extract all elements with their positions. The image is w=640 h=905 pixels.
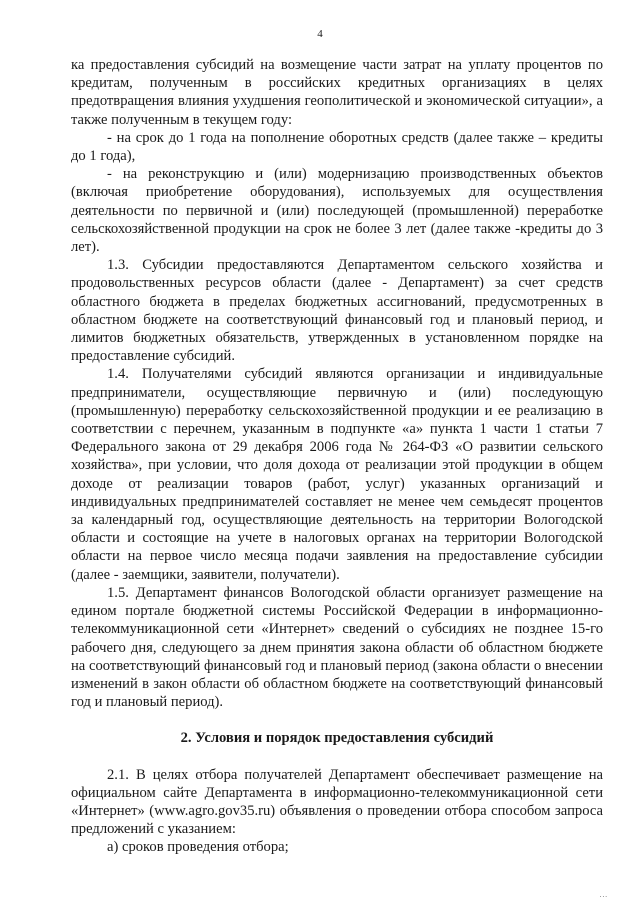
- page-number: 4: [317, 28, 323, 40]
- list-item-a: а) сроков проведения отбора;: [107, 839, 289, 856]
- paragraph-2-1: 2.1. В целях отбора получателей Департамент обеспечивает размещение на официальном сайте Департамента в информационно-телекоммуникационной сети «Интернет» (www.agro.gov35.ru) объявления о проведении отбора способом запроса предложений с указанием:: [71, 766, 603, 838]
- document-body: [71, 56, 603, 857]
- footer-mark: ...: [599, 891, 608, 899]
- paragraph-continuation: ка предоставления субсидий на возмещение части затрат на уплату процентов по кредитам, полученным в российских кредитных организациях в целях предотвращения влияния ухудшения геополитической и экономической ситуации», а также полученным в текущем году:: [71, 57, 603, 128]
- list-item-credits-1-year: - на срок до 1 года на пополнение оборотных средств (далее также – кредиты до 1 года),: [71, 129, 603, 165]
- paragraph-1-5: 1.5. Департамент финансов Вологодской области организует размещение на едином портале бюджетной системы Российской Федерации в информационно-телекоммуникационной сети «Интернет» сведений о субсидиях не позднее 15-го рабочего дня, следующего за днем принятия закона области об областном бюджете на соответствующий финансовый год и плановый период (закона области о внесении изменений в закон области об областном бюджете на соответствующий финансовый год и плановый период).: [71, 584, 603, 711]
- section-heading: 2. Условия и порядок предоставления субсидий: [180, 730, 494, 747]
- paragraph-1-4: 1.4. Получателями субсидий являются организации и индивидуальные предприниматели, осуществляющие первичную и (или) последующую (промышленную) переработку сельскохозяйственной продукции и ее реализацию в соответствии с перечнем, указанным в подпункте «а» пункта 1 части 1 статьи 7 Федерального закона от 29 декабря 2006 года № 264-ФЗ «О развитии сельского хозяйства», при условии, что доля дохода от реализации этой продукции в общем доходе от реализации товаров (работ, услуг) указанных организаций и индивидуальных предпринимателей составляет не менее чем семьдесят процентов за календарный год, осуществляющие деятельность на территории Вологодской области и состоящие на учете в налоговых органах на территории Вологодской области на первое число месяца подачи заявления на предоставление субсидии (далее - заемщики, заявители, получатели).: [71, 366, 603, 583]
- paragraph-1-3: 1.3. Субсидии предоставляются Департаментом сельского хозяйства и продовольственных ресурсов области (далее - Департамент) за счет средств областного бюджета в пределах бюджетных ассигнований, предусмотренных в областном бюджете на соответствующий финансовый год и плановый период, и лимитов бюджетных обязательств, утвержденных в установленном порядке на предоставление субсидий.: [71, 257, 603, 365]
- list-item-credits-3-years: - на реконструкцию и (или) модернизацию производственных объектов (включая приобретение оборудования), используемых для осуществления деятельности по первичной и (или) последующей (промышленной) переработке сельскохозяйственной продукции на срок не более 3 лет (далее также -кредиты до 3 лет).: [71, 166, 603, 256]
